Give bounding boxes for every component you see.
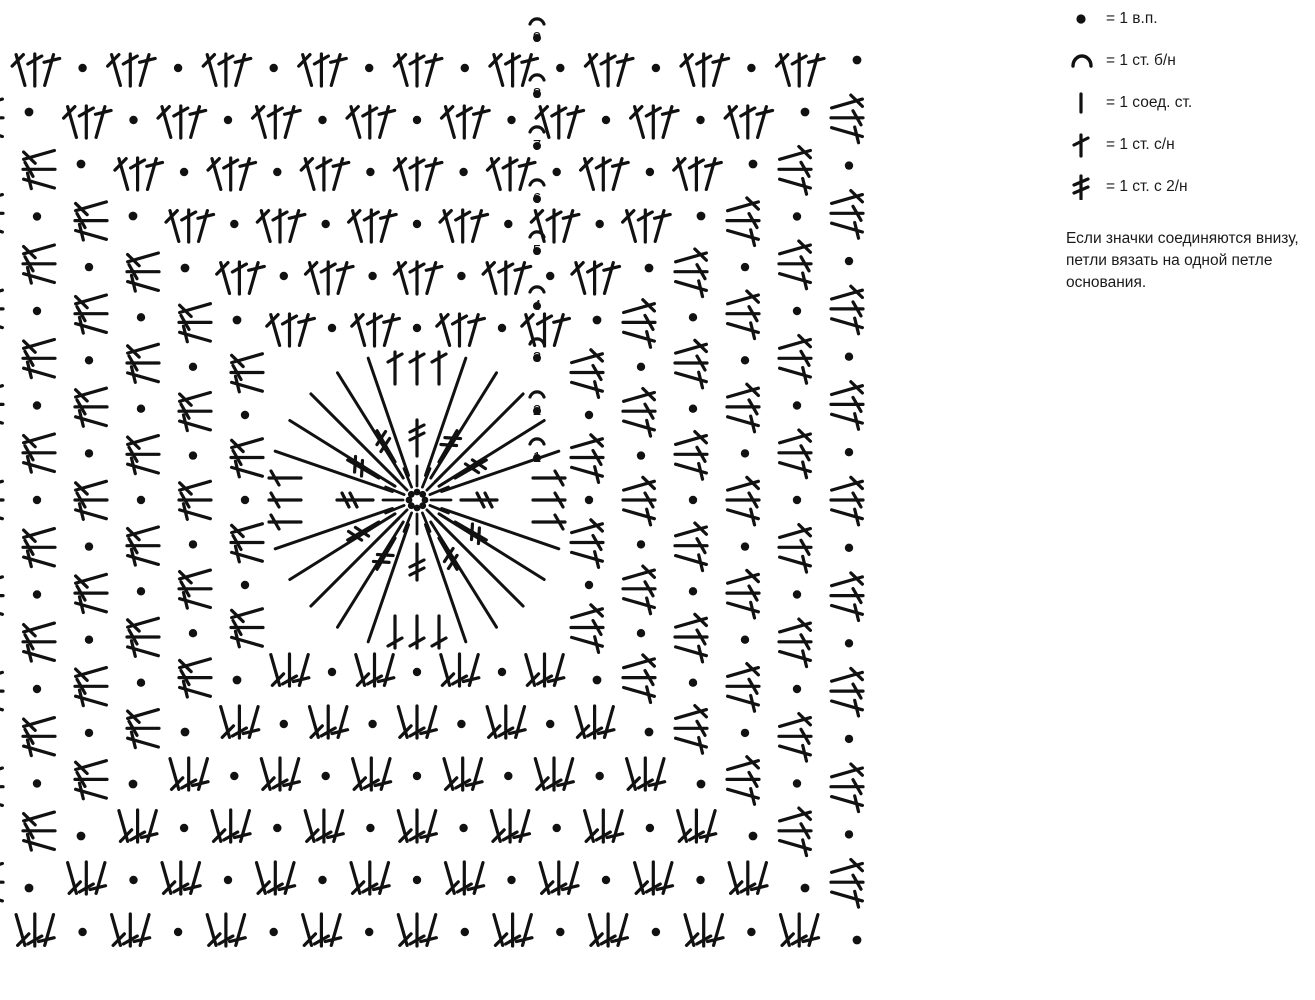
svg-text:9: 9 bbox=[532, 29, 542, 46]
svg-text:4: 4 bbox=[532, 297, 542, 314]
legend-item-double-crochet bbox=[1066, 132, 1175, 158]
svg-text:3: 3 bbox=[532, 349, 542, 366]
legend-note: Если значки соединяются внизу, петли вязать на одной петле основания. bbox=[1066, 230, 1299, 291]
svg-text:8: 8 bbox=[532, 85, 542, 102]
svg-text:2: 2 bbox=[532, 402, 542, 419]
svg-text:5: 5 bbox=[532, 242, 542, 259]
chain-stitch-icon bbox=[1066, 6, 1106, 32]
stitch-symbols bbox=[0, 19, 864, 947]
svg-text:6: 6 bbox=[532, 190, 542, 207]
slip-stitch-icon bbox=[1066, 90, 1106, 116]
svg-text:7: 7 bbox=[532, 137, 542, 154]
legend-label-chain: = 1 в.п. bbox=[1106, 10, 1158, 27]
legend-item-slip-stitch bbox=[1066, 90, 1192, 116]
legend-label-single-crochet: = 1 ст. б/н bbox=[1106, 52, 1176, 69]
legend-label-double-crochet: = 1 ст. с/н bbox=[1106, 136, 1175, 153]
legend bbox=[1050, 0, 1315, 1000]
legend-label-slip-stitch: = 1 соед. ст. bbox=[1106, 94, 1193, 111]
single-crochet-icon bbox=[1066, 48, 1106, 74]
round-numbers bbox=[533, 29, 541, 466]
treble-crochet-icon bbox=[1066, 174, 1106, 200]
legend-item-chain bbox=[1066, 6, 1158, 32]
legend-item-treble-crochet bbox=[1066, 174, 1188, 200]
legend-item-single-crochet bbox=[1066, 48, 1176, 74]
double-crochet-icon bbox=[1066, 132, 1106, 158]
svg-text:1: 1 bbox=[532, 449, 542, 466]
legend-label-treble-crochet: = 1 ст. с 2/н bbox=[1106, 178, 1188, 195]
